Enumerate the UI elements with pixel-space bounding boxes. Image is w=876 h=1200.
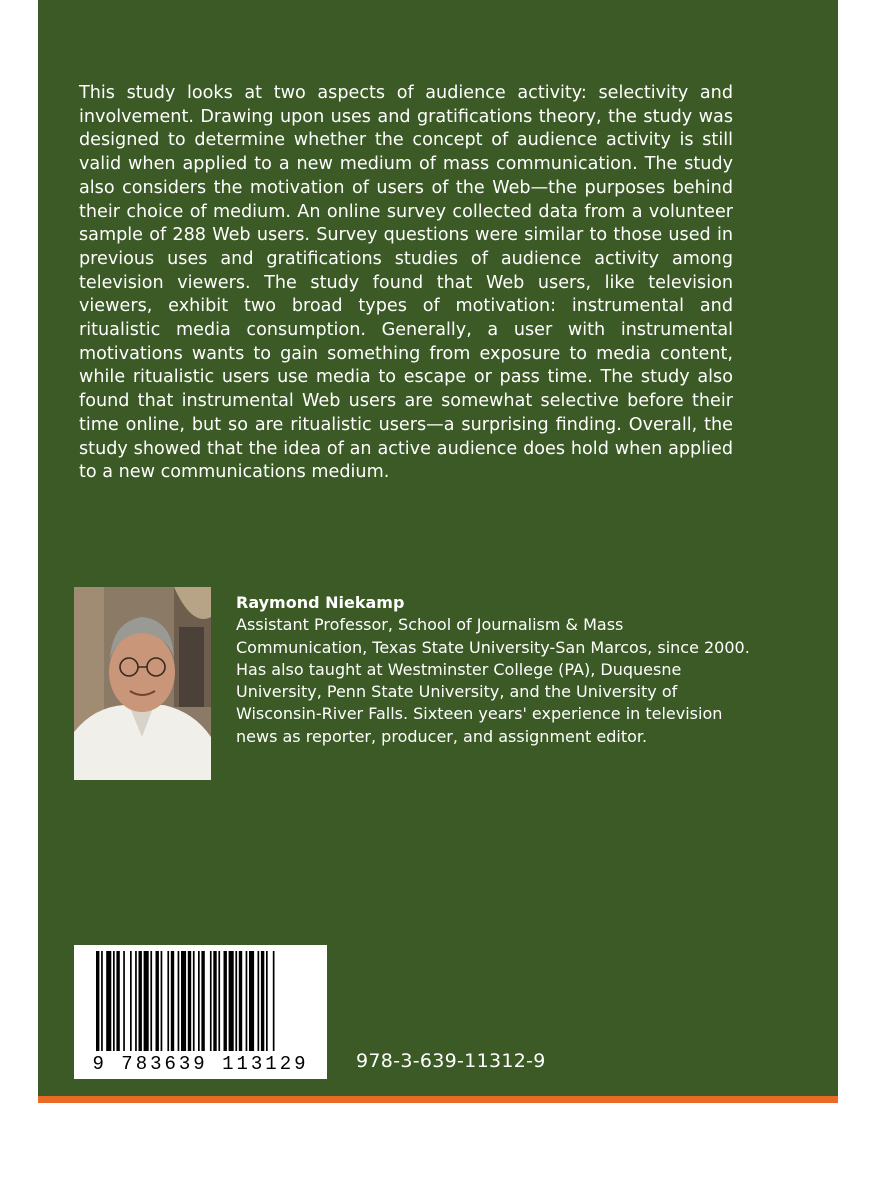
isbn-number: 978-3-639-11312-9 [356, 1050, 546, 1072]
cover-bottom-stripe [38, 1096, 838, 1103]
barcode [74, 945, 327, 1079]
author-photo [74, 587, 211, 780]
book-blurb: This study looks at two aspects of audience activity: selectivity and involvement. Drawing upon uses and gratifications theory, the study was designed to determine whether the concept of audience activity is still valid when applied to a new medium of mass communication. The study also considers the motivation of users of the Web—the purposes behind their choice of medium. An online survey collected data from a volunteer sample of 288 Web users. Survey questions were similar to those used in previous uses and gratifications studies of audience activity among television viewers. The study found that Web users, like television viewers, exhibit two broad types of motivation: instrumental and ritualistic media consumption. Generally, a user with instrumental motivations wants to gain something from exposure to media content, while ritualistic users use media to escape or pass time. The study also found that instrumental Web users are somewhat selective before their time online, but so are ritualistic users—a surprising finding. Overall, the study showed that the idea of an active audience does hold when applied to a new communications medium. [79, 83, 733, 483]
author-name: Raymond Niekamp [236, 593, 405, 612]
barcode-digits: 9 783639 113129 [80, 1053, 321, 1075]
author-info [236, 592, 756, 748]
author-bio: Assistant Professor, School of Journalism & Mass Communication, Texas State University-San Marcos, since 2000. Has also taught at Westminster College (PA), Duquesne University, Penn State University, and the University of Wisconsin-River Falls. Sixteen years' experience in television news as reporter, producer, and assignment editor. [236, 615, 750, 746]
